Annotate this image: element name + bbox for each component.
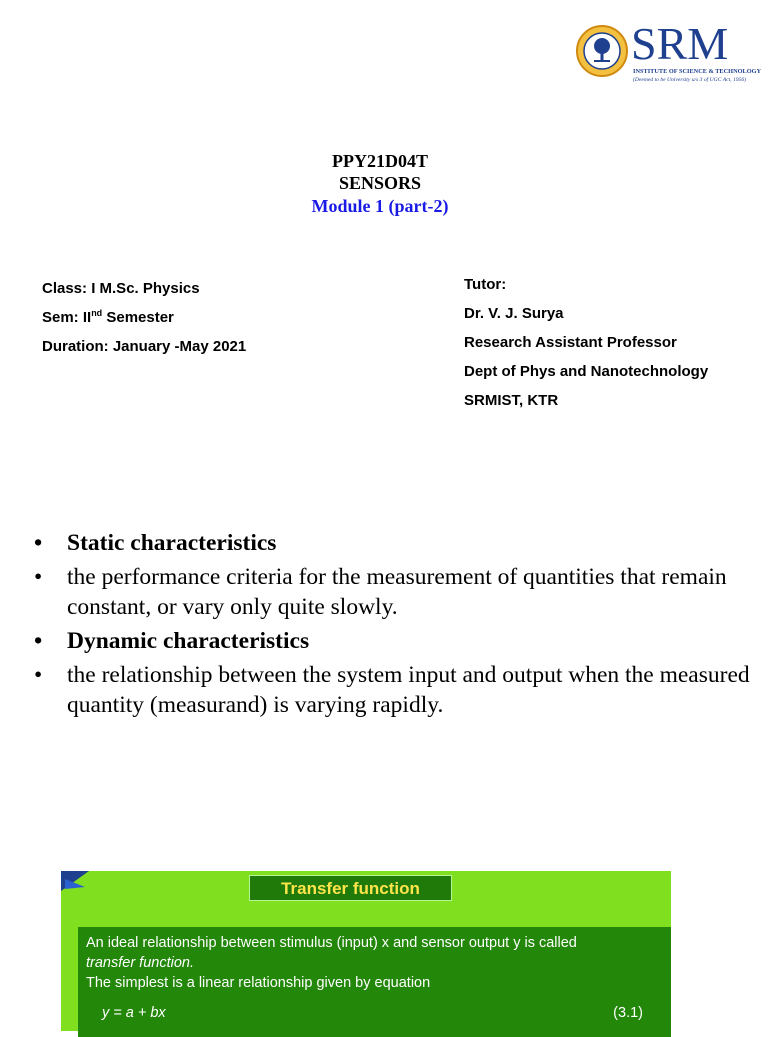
logo-subtitle: INSTITUTE OF SCIENCE & TECHNOLOGY [633, 68, 762, 75]
bullet-text: the performance criteria for the measurement of quantities that remain constant, or vary only quite slowly. [67, 564, 727, 620]
semester-superscript: nd [91, 308, 103, 318]
transfer-function-slide [0, 830, 768, 1024]
class-label: Class: I M.Sc. Physics [42, 280, 200, 297]
equation: y = a + bx [102, 1005, 166, 1021]
transfer-function-title: Transfer function [249, 875, 452, 901]
seal-icon [575, 24, 629, 78]
tutor-label: Tutor: [464, 276, 507, 293]
bullet-list [34, 528, 754, 724]
bullet-icon: • [34, 662, 43, 688]
tutor-department: Dept of Phys and Nanotechnology [464, 363, 709, 380]
duration-label: Duration: January -May 2021 [42, 338, 247, 355]
tutor-name: Dr. V. J. Surya [464, 305, 564, 322]
class-info [42, 274, 246, 361]
definition-term: transfer function. [86, 955, 194, 971]
semester-prefix: Sem: II [42, 309, 92, 326]
bullet-text: the relationship between the system input and output when the measured quantity (measurand) is varying rapidly. [67, 662, 750, 718]
characteristics-slide [0, 470, 768, 830]
course-code: PPY21D04T [332, 151, 428, 171]
equation-row [86, 1003, 663, 1023]
corner-arrow-icon [61, 871, 89, 891]
bullet-item [34, 626, 754, 656]
equation-number: (3.1) [613, 1005, 643, 1021]
bullet-item [34, 528, 754, 558]
logo-wordmark: SRM [631, 18, 729, 69]
module-title: Module 1 (part-2) [311, 196, 449, 216]
bullet-text: Static characteristics [67, 530, 277, 556]
tutor-institution: SRMIST, KTR [464, 392, 559, 409]
semester-label [42, 303, 246, 332]
srm-logo [575, 18, 762, 84]
bullet-icon: • [34, 628, 43, 654]
bullet-text: Dynamic characteristics [67, 628, 310, 654]
definition-line: An ideal relationship between stimulus (input) x and sensor output y is called [86, 935, 577, 951]
tutor-title: Research Assistant Professor [464, 334, 677, 351]
bullet-icon: • [34, 564, 43, 590]
linear-intro-line: The simplest is a linear relationship given by equation [86, 975, 431, 991]
logo-tagline: (Deemed to be University u/s 3 of UGC Act, 1956) [633, 77, 746, 83]
green-panel [61, 871, 671, 1031]
bullet-item [34, 660, 754, 720]
bullet-icon: • [34, 530, 43, 556]
title-slide [0, 0, 768, 470]
bullet-item [34, 562, 754, 622]
course-name: SENSORS [338, 173, 422, 193]
tutor-info [464, 270, 708, 415]
semester-suffix: Semester [102, 309, 174, 326]
definition-box [78, 927, 671, 1037]
